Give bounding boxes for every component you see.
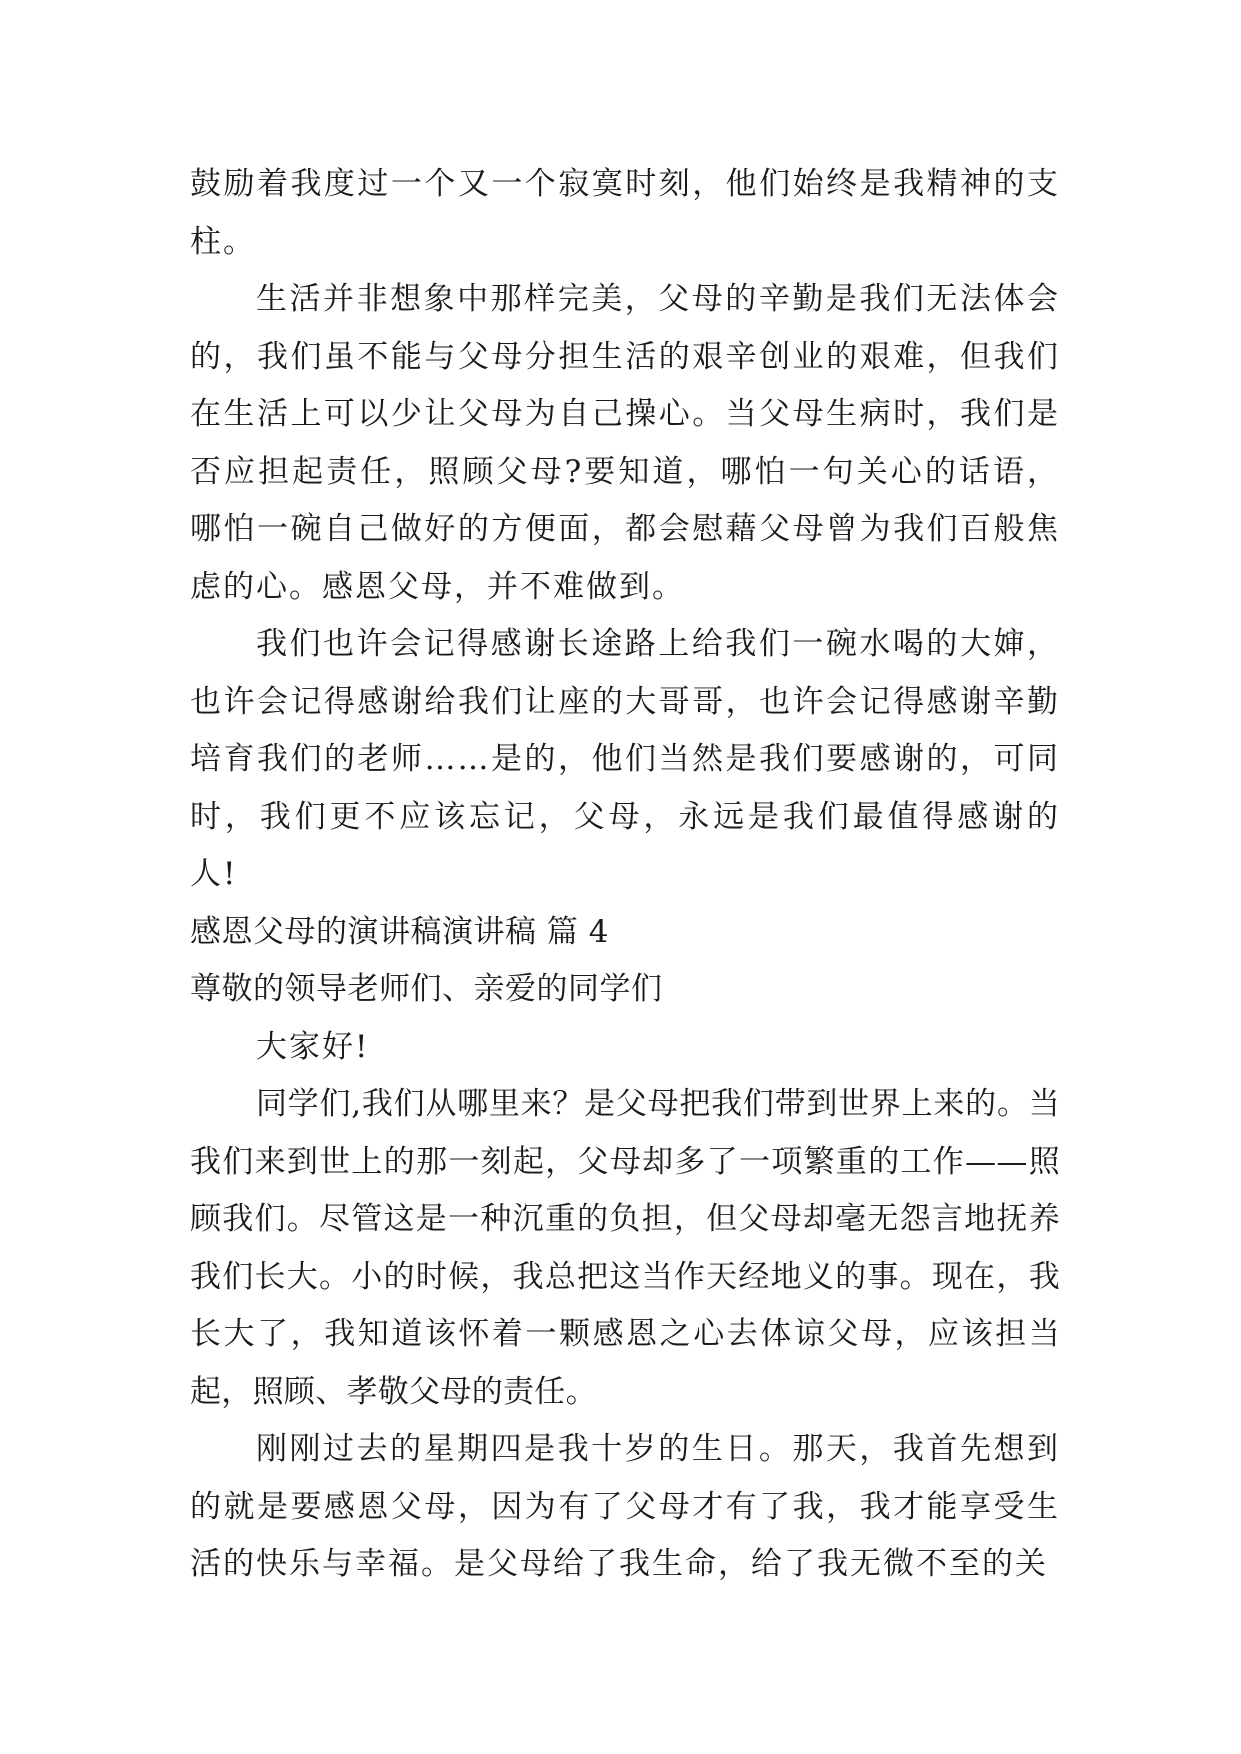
section-title: 感恩父母的演讲稿演讲稿 篇 4	[190, 913, 609, 950]
paragraph-5: 刚刚过去的星期四是我十岁的生日。那天，我首先想到的就是要感恩父母，因为有了父母才有了我，我才能享受生活的快乐与幸福。是父母给了我生命，给了我无微不至的关	[190, 1431, 1060, 1582]
greeting: 大家好!	[256, 1028, 370, 1065]
paragraph-2: 生活并非想象中那样完美，父母的辛勤是我们无法体会的，我们虽不能与父母分担生活的艰辛创业的艰难，但我们在生活上可以少让父母为自己操心。当父母生病时，我们是否应担起责任，照顾父母?要知道，哪怕一句关心的话语，哪怕一碗自己做好的方便面，都会慰藉父母曾为我们百般焦虑的心。感恩父母，并不难做到。	[190, 281, 1060, 605]
salutation: 尊敬的领导老师们、亲爱的同学们	[190, 971, 663, 1007]
paragraph-4: 同学们,我们从哪里来？是父母把我们带到世界上来的。当我们来到世上的那一刻起，父母却多了一项繁重的工作——照顾我们。尽管这是一种沉重的负担，但父母却毫无怨言地抚养我们长大。小的时候，我总把这当作天经地义的事。现在，我长大了，我知道该怀着一颗感恩之心去体谅父母，应该担当起，照顾、孝敬父母的责任。	[190, 1086, 1060, 1410]
paragraph-3: 我们也许会记得感谢长途路上给我们一碗水喝的大婶，也许会记得感谢给我们让座的大哥哥，也许会记得感谢辛勤培育我们的老师……是的，他们当然是我们要感谢的，可同时，我们更不应该忘记，父母，永远是我们最值得感谢的人!	[190, 626, 1060, 892]
paragraph-1: 鼓励着我度过一个又一个寂寞时刻，他们始终是我精神的支柱。	[190, 166, 1060, 260]
document-body	[190, 156, 1060, 1594]
